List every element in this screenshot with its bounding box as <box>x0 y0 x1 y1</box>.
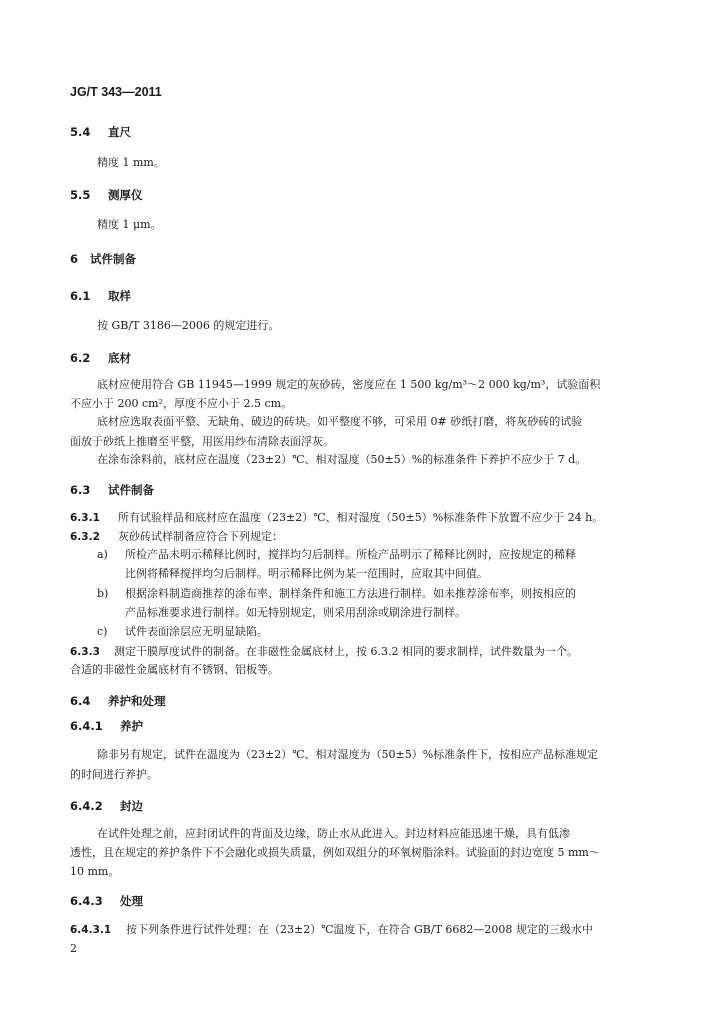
paragraph-line: 底材应选取表面平整、无缺角、破边的砖块。如平整度不够，可采用 0# 砂纸打磨，将灰砂砖的试验 <box>97 415 583 428</box>
clause-text: 所有试验样品和底材应在温度（23±2）℃、相对湿度（50±5）%标准条件下放置不应少于 24 h。 <box>118 511 604 524</box>
list-item-a <box>97 547 576 563</box>
clause-text: 灰砂砖试样制备应符合下列规定： <box>118 530 283 543</box>
heading-number: 6.2 <box>70 351 91 365</box>
heading-6-1 <box>70 288 131 304</box>
heading-5-5 <box>70 187 143 203</box>
heading-title: 取样 <box>108 289 131 303</box>
paragraph: 精度 1 mm。 <box>97 156 165 169</box>
paragraph-line: 不应小于 200 cm²，厚度不应小于 2.5 cm。 <box>70 397 293 410</box>
list-item-continuation: 产品标准要求进行制样。如无特别规定，则采用刮涂或刷涂进行制样。 <box>125 606 466 619</box>
paragraph-line: 在试件处理之前，应封闭试件的背面及边缘，防止水从此进入。封边材料应能迅速干燥，具有低渗 <box>97 827 570 840</box>
heading-title: 试件制备 <box>108 483 154 497</box>
clause-number: 6.3.2 <box>70 531 100 543</box>
clause-number: 6.4.3.1 <box>70 924 112 936</box>
list-item-continuation: 比例将稀释搅拌均匀后制样。明示稀释比例为某一范围时，应取其中间值。 <box>125 567 488 580</box>
heading-title: 底材 <box>108 351 131 365</box>
heading-number: 6.1 <box>70 289 91 303</box>
paragraph-line: 除非另有规定，试件在温度为（23±2）℃、相对湿度为（50±5）%标准条件下，按相应产品标准规定 <box>97 748 599 761</box>
list-text: 根据涂料制造商推荐的涂布率、制样条件和施工方法进行制样。如未推荐涂布率，则按相应的 <box>125 587 576 600</box>
heading-number: 6.4.1 <box>70 719 103 733</box>
clause-6-3-3 <box>70 644 578 660</box>
heading-number: 6 <box>70 252 79 266</box>
heading-6-4-1 <box>70 718 143 734</box>
heading-title: 试件制备 <box>90 252 136 266</box>
clause-6-3-2 <box>70 529 283 545</box>
paragraph-line: 10 mm。 <box>70 865 120 878</box>
heading-title: 封边 <box>120 799 143 813</box>
heading-6-3 <box>70 482 154 498</box>
heading-number: 6.4.3 <box>70 894 103 908</box>
paragraph-line: 透性，且在规定的养护条件下不会融化或损失质量，例如双组分的环氧树脂涂料。试验面的封边宽度 5 mm～ <box>70 846 600 859</box>
heading-number: 6.4.2 <box>70 799 103 813</box>
heading-number: 5.4 <box>70 125 91 139</box>
heading-number: 5.5 <box>70 188 91 202</box>
heading-number: 6.3 <box>70 483 91 497</box>
clause-6-4-3-1 <box>70 922 593 938</box>
list-label: a) <box>97 548 108 561</box>
clause-text: 测定干膜厚度试件的制备。在非磁性金属底材上，按 6.3.2 相同的要求制样，试件数量为一个。 <box>114 645 578 658</box>
paragraph-line: 在涂布涂料前，底材应在温度（23±2）℃、相对湿度（50±5）%的标准条件下养护不应少于 7 d。 <box>97 453 587 466</box>
heading-6-4 <box>70 693 166 709</box>
page-number: 2 <box>70 942 77 955</box>
list-text: 所检产品未明示稀释比例时，搅拌均匀后制样。所检产品明示了稀释比例时，应按规定的稀释 <box>125 548 576 561</box>
clause-text: 按下列条件进行试件处理：在（23±2）℃温度下，在符合 GB/T 6682—2008 规定的三级水中 <box>126 923 593 936</box>
heading-title: 养护和处理 <box>108 694 166 708</box>
list-item-b <box>97 586 576 602</box>
list-text: 试件表面涂层应无明显缺陷。 <box>125 625 268 638</box>
list-label: c) <box>97 625 108 638</box>
list-label: b) <box>97 587 109 600</box>
paragraph-line: 的时间进行养护。 <box>70 768 158 781</box>
document-id: JG/T 343—2011 <box>70 85 162 99</box>
heading-title: 处理 <box>120 894 143 908</box>
paragraph: 精度 1 μm。 <box>97 218 162 231</box>
list-item-c <box>97 624 268 640</box>
clause-number: 6.3.3 <box>70 646 100 658</box>
paragraph-line: 底材应使用符合 GB 11945—1999 规定的灰砂砖，密度应在 1 500 kg/m³～2 000 kg/m³，试验面积 <box>97 378 601 391</box>
heading-5-4 <box>70 124 131 140</box>
heading-title: 养护 <box>120 719 143 733</box>
heading-title: 测厚仪 <box>108 188 143 202</box>
paragraph: 按 GB/T 3186—2006 的规定进行。 <box>97 319 280 332</box>
clause-6-3-1 <box>70 510 603 526</box>
paragraph-line: 合适的非磁性金属底材有不锈钢、铝板等。 <box>70 663 279 676</box>
heading-6-4-3 <box>70 893 143 909</box>
heading-6-2 <box>70 350 131 366</box>
heading-6-4-2 <box>70 798 143 814</box>
heading-number: 6.4 <box>70 694 91 708</box>
heading-title: 直尺 <box>108 125 131 139</box>
heading-6 <box>70 251 136 267</box>
paragraph-line: 面放于砂纸上推磨至平整，用医用纱布清除表面浮灰。 <box>70 435 334 448</box>
clause-number: 6.3.1 <box>70 512 100 524</box>
